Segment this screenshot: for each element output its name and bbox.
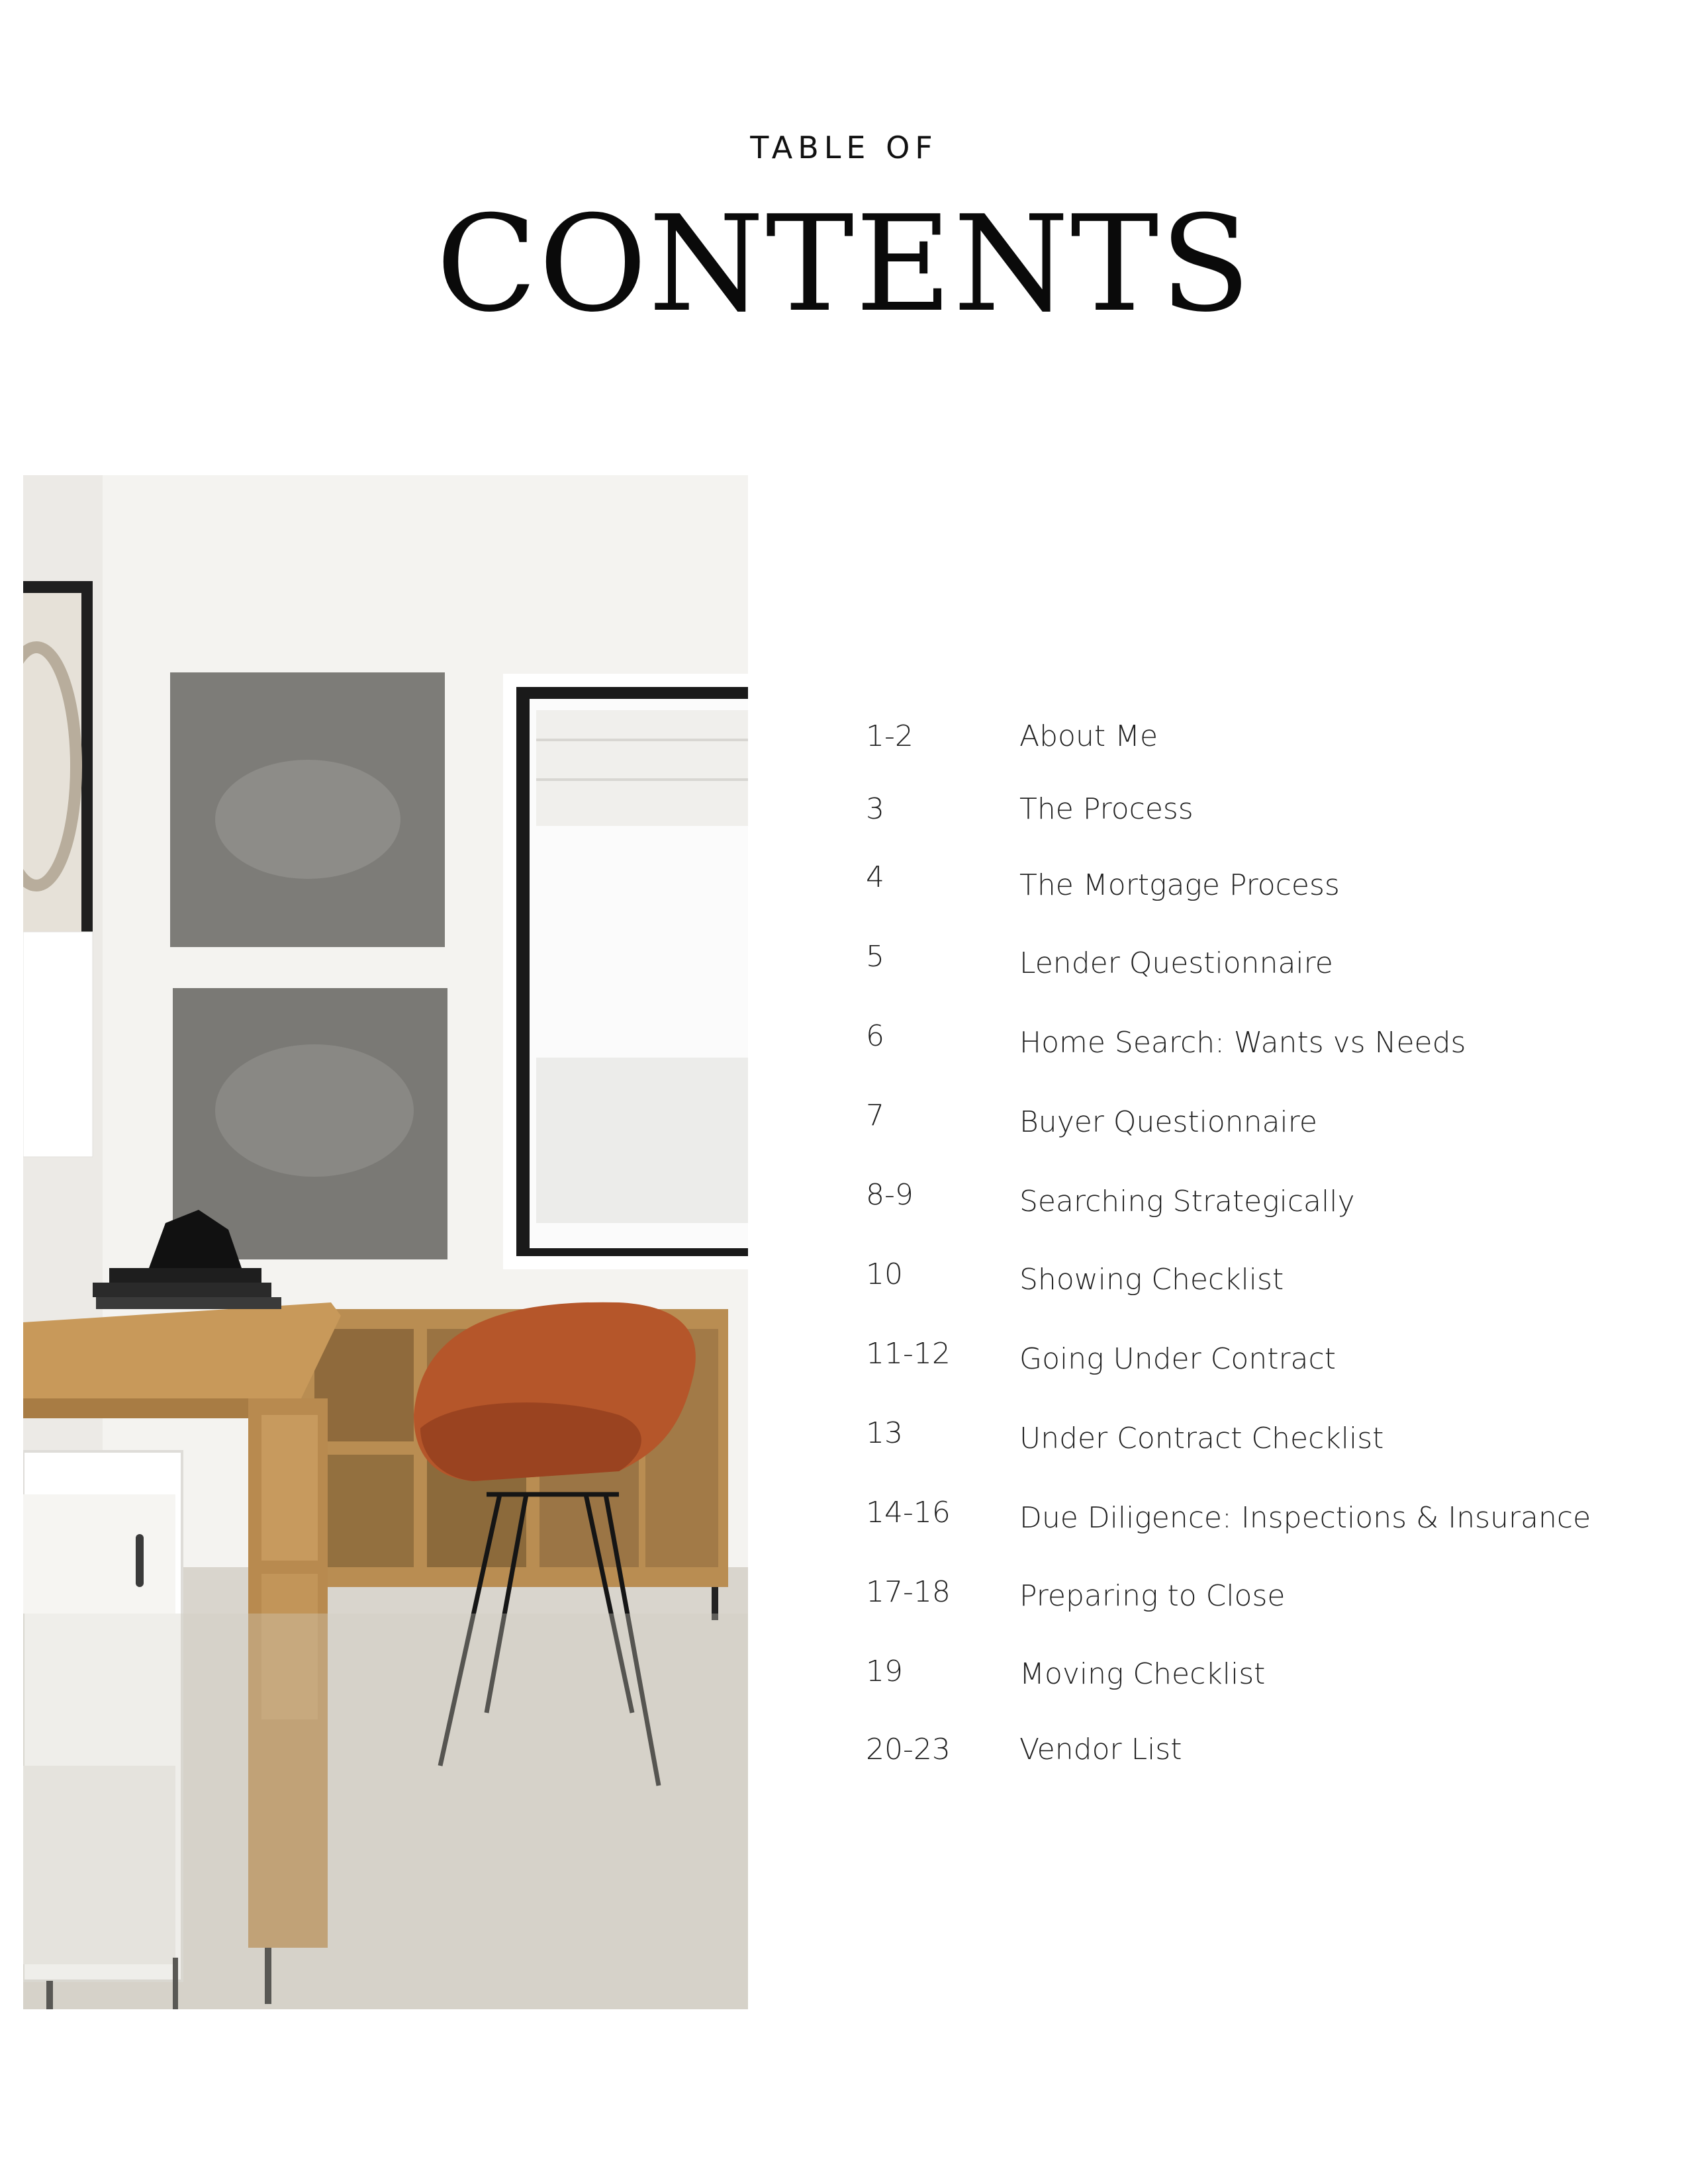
toc-page-number: 4	[866, 860, 884, 894]
toc-entry-title: Preparing to Close	[1019, 1579, 1286, 1613]
toc-page-number: 3	[866, 792, 884, 826]
toc-page-number: 11-12	[866, 1337, 951, 1371]
toc-entry-title: Lender Questionnaire	[1019, 946, 1333, 980]
toc-page-number: 8-9	[866, 1178, 914, 1212]
toc-entry-title: Under Contract Checklist	[1019, 1422, 1384, 1455]
toc-page-number: 7	[866, 1099, 884, 1132]
toc-entry-title: About Me	[1019, 719, 1158, 753]
toc-entry-title: Vendor List	[1019, 1733, 1182, 1766]
toc-entry-title: The Mortgage Process	[1019, 868, 1340, 902]
page-title: CONTENTS	[436, 187, 1252, 341]
toc-page-number: 14-16	[866, 1496, 951, 1529]
toc-entry-title: Showing Checklist	[1019, 1263, 1284, 1297]
toc-page-number: 5	[866, 940, 884, 974]
toc-page-number: 1-2	[866, 719, 914, 753]
toc-page-number: 19	[866, 1655, 903, 1688]
toc-page-number: 17-18	[866, 1575, 951, 1609]
toc-entry-title: The Process	[1019, 792, 1194, 826]
toc-entry-title: Going Under Contract	[1019, 1342, 1336, 1376]
toc-page-number: 13	[866, 1416, 903, 1450]
toc-page-number: 6	[866, 1019, 884, 1053]
toc-entry-title: Searching Strategically	[1019, 1185, 1355, 1218]
home-office-photo	[23, 475, 748, 2009]
kicker-text: TABLE OF	[750, 130, 938, 165]
toc-page-number: 10	[866, 1257, 903, 1291]
toc-page-number: 20-23	[866, 1733, 951, 1766]
toc-entry-title: Due Diligence: Inspections & Insurance	[1019, 1501, 1591, 1535]
toc-entry-title: Home Search: Wants vs Needs	[1019, 1026, 1466, 1060]
toc-entry-title: Moving Checklist	[1019, 1657, 1266, 1691]
toc-entry-title: Buyer Questionnaire	[1019, 1105, 1317, 1139]
